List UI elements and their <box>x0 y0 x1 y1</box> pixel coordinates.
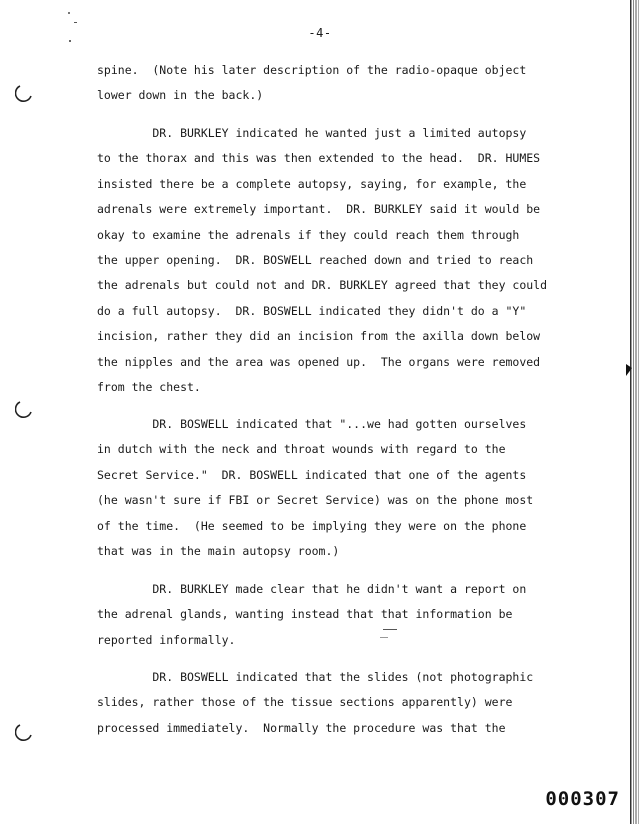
page-number: -4- <box>308 26 332 40</box>
text-line: of the time. (He seemed to be implying they were on the phone <box>97 518 527 533</box>
text-line: that was in the main autopsy room.) <box>97 543 340 558</box>
text-line: lower down in the back.) <box>97 88 264 103</box>
paragraph-1 <box>97 58 597 109</box>
punch-hole-icon <box>15 84 33 102</box>
paragraph-2 <box>97 121 597 400</box>
text-line: insisted there be a complete autopsy, saying, for example, the <box>97 176 527 191</box>
text-line: DR. BOSWELL indicated that "...we had gotten ourselves <box>97 417 527 431</box>
text-line: the adrenals but could not and DR. BURKLEY agreed that they could <box>97 278 548 293</box>
scan-speck <box>69 40 71 42</box>
text-line: do a full autopsy. DR. BOSWELL indicated they didn't do a "Y" <box>97 303 527 318</box>
text-line: in dutch with the neck and throat wounds with regard to the <box>97 442 506 457</box>
text-line: (he wasn't sure if FBI or Secret Service) was on the phone most <box>97 493 534 508</box>
text-line: Secret Service." DR. BOSWELL indicated that one of the agents <box>97 467 527 482</box>
punch-hole-icon <box>15 723 33 741</box>
text-line: DR. BOSWELL indicated that the slides (not photographic <box>97 670 534 684</box>
text-line: the adrenal glands, wanting instead that that information be <box>97 607 513 622</box>
paragraph-4 <box>97 577 597 653</box>
scan-speck <box>68 12 70 14</box>
text-line: the nipples and the area was opened up. The organs were removed <box>97 354 541 369</box>
paragraph-5 <box>97 665 597 741</box>
text-line: adrenals were extremely important. DR. BURKLEY said it would be <box>97 202 541 217</box>
scan-speck <box>74 22 77 23</box>
text-line: processed immediately. Normally the procedure was that the <box>97 720 506 735</box>
text-line: spine. (Note his later description of the radio-opaque object <box>97 63 527 77</box>
bates-number: 000307 <box>545 788 620 810</box>
punch-hole-icon <box>15 400 33 418</box>
text-line: to the thorax and this was then extended to the head. DR. HUMES <box>97 151 541 166</box>
text-line: okay to examine the adrenals if they could reach them through <box>97 227 520 242</box>
text-line: reported informally. <box>97 632 236 647</box>
text-line: DR. BURKLEY indicated he wanted just a limited autopsy <box>97 126 527 140</box>
text-line: incision, rather they did an incision from the axilla down below <box>97 329 541 344</box>
text-line: from the chest. <box>97 379 201 394</box>
text-line: DR. BURKLEY made clear that he didn't want a report on <box>97 582 527 596</box>
text-line: slides, rather those of the tissue sections apparently) were <box>97 695 513 710</box>
paragraph-3 <box>97 412 597 564</box>
text-line: the upper opening. DR. BOSWELL reached down and tried to reach <box>97 252 534 267</box>
scanner-edge <box>626 0 640 824</box>
